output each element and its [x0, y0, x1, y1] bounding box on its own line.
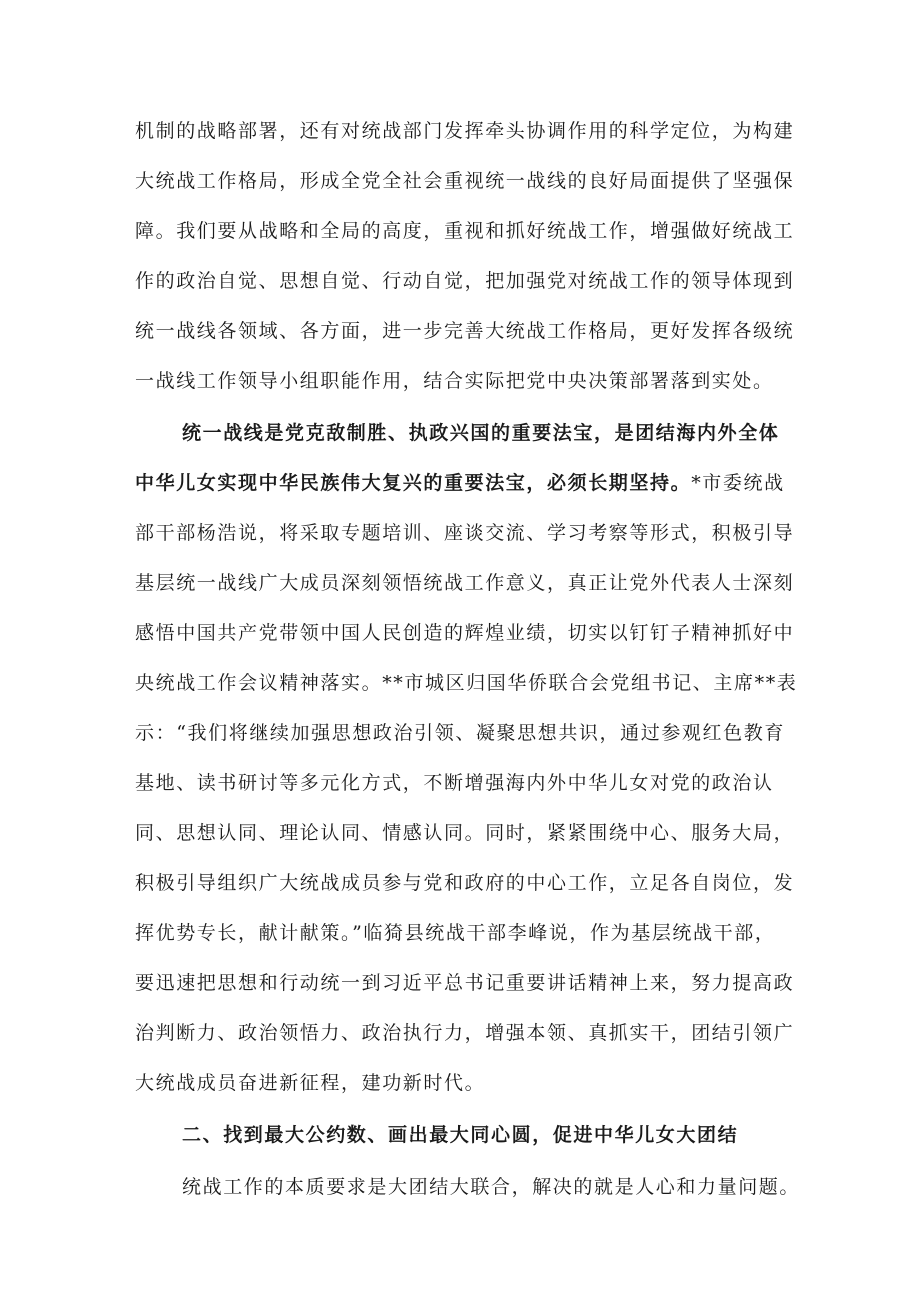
body-line: 作的政治自觉、思想自觉、行动自觉，把加强党对统战工作的领导体现到 [135, 270, 795, 292]
section-heading: 二、找到最大公约数、画出最大同心圆，促进中华儿女大团结 [182, 1124, 739, 1146]
sentence-start: *市委统战 [691, 472, 785, 494]
body-line: 挥优势专长，献计献策。”临猗县统战干部李峰说，作为基层统战干部， [135, 922, 776, 944]
body-line: 一战线工作领导小组职能作用，结合实际把党中央决策部署落到实处。 [135, 370, 774, 392]
body-line: 感悟中国共产党带领中国人民创造的辉煌业绩，切实以钉钉子精神抓好中 [135, 622, 795, 644]
body-line: 基层统一战线广大成员深刻领悟统战工作意义，真正让党外代表人士深刻 [135, 572, 795, 594]
mixed-paragraph-line [135, 470, 795, 496]
body-line: 治判断力、政治领悟力、政治执行力，增强本领、真抓实干，团结引领广 [135, 1022, 795, 1044]
body-line: 基地、读书研讨等多元化方式，不断增强海内外中华儿女对党的政治认 [135, 772, 774, 794]
body-line: 统战工作的本质要求是大团结大联合，解决的就是人心和力量问题。 [182, 1176, 801, 1198]
body-line: 机制的战略部署，还有对统战部门发挥牵头协调作用的科学定位，为构建 [135, 120, 795, 142]
body-line: 示：“我们将继续加强思想政治引领、凝聚思想共识，通过参观红色教育 [135, 722, 785, 744]
bold-sentence-end: 中华儿女实现中华民族伟大复兴的重要法宝，必须长期坚持。 [135, 472, 692, 494]
body-line: 障。我们要从战略和全局的高度，重视和抓好统战工作，增强做好统战工 [135, 220, 795, 242]
body-line: 大统战工作格局，形成全党全社会重视统一战线的良好局面提供了坚强保 [135, 170, 795, 192]
body-line: 要迅速把思想和行动统一到习近平总书记重要讲话精神上来，努力提高政 [135, 972, 795, 994]
body-line: 同、思想认同、理论认同、情感认同。同时，紧紧围绕中心、服务大局， [135, 822, 795, 844]
body-line: 统一战线各领域、各方面，进一步完善大统战工作格局，更好发挥各级统 [135, 320, 795, 342]
body-line: 央统战工作会议精神落实。**市城区归国华侨联合会党组书记、主席**表 [135, 672, 798, 694]
bold-paragraph-line: 统一战线是党克敌制胜、执政兴国的重要法宝，是团结海内外全体 [182, 422, 780, 444]
body-line: 大统战成员奋进新征程，建功新时代。 [135, 1072, 486, 1094]
body-line: 积极引导组织广大统战成员参与党和政府的中心工作，立足各自岗位，发 [135, 872, 795, 894]
body-line: 部干部杨浩说，将采取专题培训、座谈交流、学习考察等形式，积极引导 [135, 522, 795, 544]
